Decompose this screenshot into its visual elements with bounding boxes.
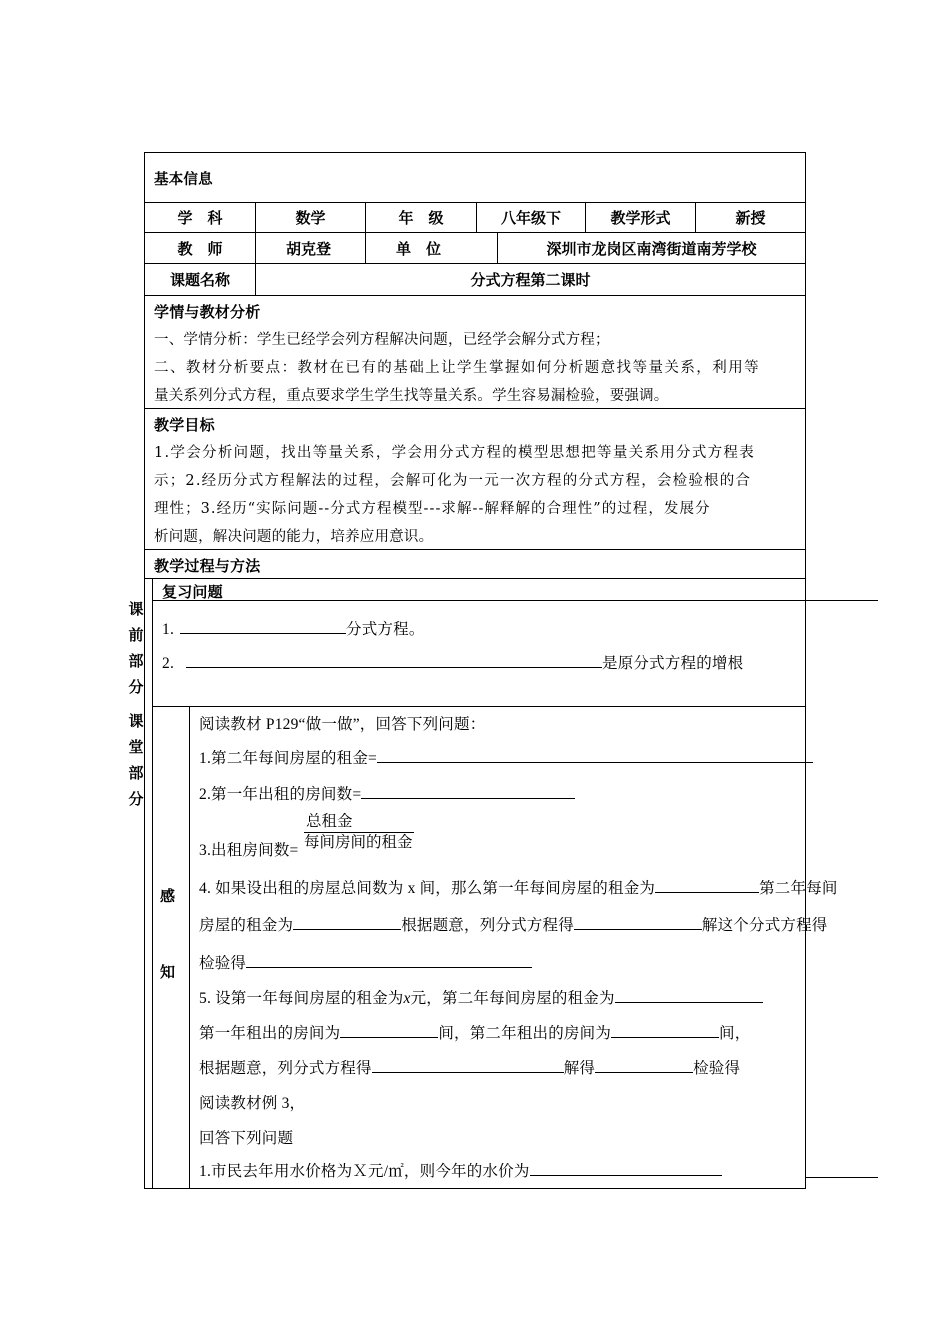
answer-blank[interactable]	[655, 878, 759, 893]
question-5-line-2: 第一年租出的房间为 间，第二年租出的房间为 间，	[199, 1025, 751, 1042]
grade-value: 八年级下	[500, 209, 561, 227]
answer-blank[interactable]	[361, 784, 575, 799]
row-divider	[144, 549, 806, 550]
fraction-denominator: 每间房间的租金	[304, 834, 413, 851]
goals-line: 理性；3.经历“实际问题--分式方程模型---求解--解释解的合理性”的过程，发展分	[154, 501, 711, 517]
stage-column-divider	[189, 706, 190, 1188]
analysis-line: 量关系列分式方程，重点要求学生学生找等量关系。学生容易漏检验，要强调。	[154, 388, 669, 404]
process-heading: 教学过程与方法	[154, 557, 261, 575]
question-4-line-2: 房屋的租金为 根据题意，列分式方程得 解这个分式方程得	[199, 917, 828, 934]
answer-blank[interactable]	[611, 1023, 719, 1038]
teacher-label: 教 师	[177, 239, 223, 258]
inclass-side-label: 课 堂 部 分	[128, 712, 144, 808]
stage-label-perceive: 感 知	[160, 887, 176, 981]
question-4-line-3: 检验得	[199, 951, 532, 973]
inner-heading-underline	[152, 600, 878, 601]
review-question-2: 2. 是原分式方程的增根	[162, 655, 744, 672]
answer-blank[interactable]	[186, 653, 602, 668]
grade-label: 年 级	[398, 209, 444, 227]
inner-bottom-extension	[806, 1177, 878, 1178]
answer-blank[interactable]	[293, 915, 401, 930]
unit-value: 深圳市龙岗区南湾街道南芳学校	[546, 239, 757, 258]
review-question-1: 1. 分式方程。	[162, 621, 425, 638]
answer-blank[interactable]	[574, 915, 702, 930]
answer-blank[interactable]	[246, 953, 532, 968]
question-1: 1.第二年每间房屋的租金=	[199, 746, 813, 768]
goals-line: 1.学会分析问题，找出等量关系，学会用分式方程的模型思想把等量关系用分式方程表	[154, 445, 756, 461]
fraction	[304, 812, 414, 853]
answer-blank[interactable]	[615, 988, 763, 1003]
answer-blank[interactable]	[595, 1058, 693, 1073]
subject-label: 学 科	[177, 209, 223, 227]
form-value: 新授	[735, 209, 766, 227]
answer-blank[interactable]	[377, 748, 813, 763]
table-bottom-border	[144, 1188, 806, 1189]
read-instruction-2: 阅读教材例 3，	[199, 1095, 306, 1112]
row-divider	[144, 295, 806, 296]
form-label: 教学形式	[610, 209, 671, 227]
row-divider	[144, 578, 806, 579]
inner-left-border	[152, 578, 153, 1188]
question-6: 1.市民去年用水价格为Ｘ元/㎡，则今年的水价为	[199, 1159, 722, 1181]
goals-line: 析问题，解决问题的能力，培养应用意识。	[154, 529, 434, 545]
answer-blank[interactable]	[372, 1058, 564, 1073]
topic-label: 课题名称	[169, 271, 230, 289]
answer-blank[interactable]	[340, 1023, 438, 1038]
row-divider	[144, 408, 806, 409]
goals-line: 示；2.经历分式方程解法的过程，会解可化为一元一次方程的分式方程，会检验根的合	[154, 473, 752, 489]
analysis-line: 一、学情分析：学生已经学会列方程解决问题，已经学会解分式方程；	[154, 332, 610, 348]
preclass-side-label: 课 前 部 分	[128, 600, 144, 696]
question-2: 2.第一年出租的房间数=	[199, 782, 575, 804]
answer-blank[interactable]	[180, 619, 346, 634]
goals-heading: 教学目标	[154, 416, 215, 434]
teacher-value: 胡克登	[286, 239, 332, 258]
question-3: 3.出租房间数=	[199, 842, 299, 859]
table-top-border	[144, 152, 806, 153]
question-5-line-3: 根据题意，列分式方程得 解得 检验得	[199, 1060, 741, 1077]
read-instruction: 阅读教材 P129“做一做”，回答下列问题：	[199, 716, 486, 733]
analysis-heading: 学情与教材分析	[154, 303, 261, 321]
read-instruction-2b: 回答下列问题	[199, 1130, 294, 1147]
question-4-line-1: 4. 如果设出租的房屋总间数为 x 间，那么第一年每间房屋的租金为 第二年每间	[199, 880, 838, 897]
inner-section-divider	[152, 706, 806, 707]
answer-blank[interactable]	[530, 1161, 722, 1176]
basic-info-heading: 基本信息	[154, 171, 213, 188]
subject-value: 数学	[295, 209, 326, 227]
fraction-numerator: 总租金	[304, 812, 414, 833]
unit-label: 单 位	[396, 239, 442, 258]
topic-value: 分式方程第二课时	[470, 271, 591, 289]
table-right-border	[805, 152, 806, 1189]
analysis-line: 二、教材分析要点：教材在已有的基础上让学生掌握如何分析题意找等量关系，利用等	[154, 360, 761, 376]
question-5-line-1: 5. 设第一年每间房屋的租金为x元，第二年每间房屋的租金为	[199, 986, 763, 1008]
review-heading: 复习问题	[162, 583, 223, 601]
